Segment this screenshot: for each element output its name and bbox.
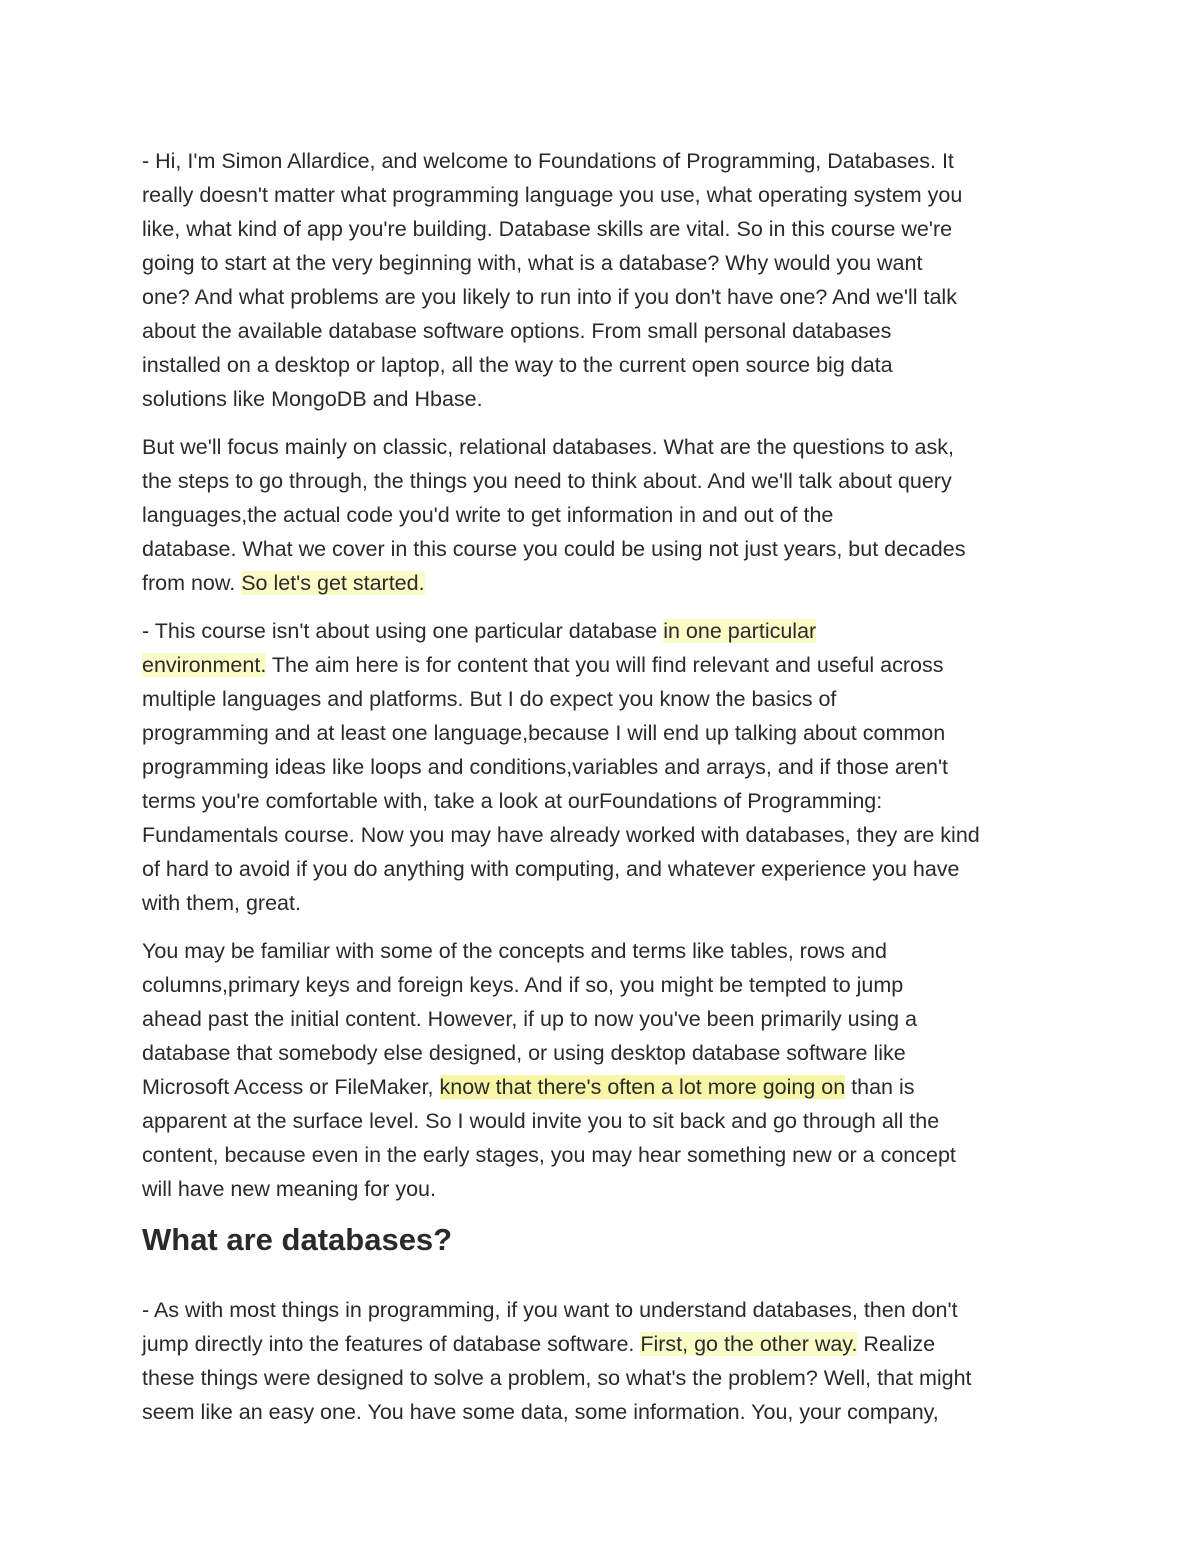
text-line: programming ideas like loops and conditions,variables and arrays, and if those aren't [142, 755, 949, 779]
text-line [142, 614, 1072, 648]
text-line: installed on a desktop or laptop, all the way to the current open source big data [142, 353, 893, 377]
text-line: You may be familiar with some of the concepts and terms like tables, rows and [142, 939, 887, 963]
text-segment: from now. [142, 571, 242, 595]
highlighted-text: know that there's often a lot more going on [439, 1075, 846, 1099]
text-line: programming and at least one language,because I will end up talking about common [142, 721, 946, 745]
text-line: content, because even in the early stages, you may hear something new or a concept [142, 1143, 956, 1167]
text-line: database that somebody else designed, or using desktop database software like [142, 1041, 906, 1065]
text-line: solutions like MongoDB and Hbase. [142, 387, 483, 411]
text-line: Fundamentals course. Now you may have already worked with databases, they are kind [142, 823, 980, 847]
text-line: like, what kind of app you're building. Database skills are vital. So in this course we're [142, 217, 953, 241]
highlighted-text: So let's get started. [241, 571, 425, 595]
text-segment: jump directly into the features of database software. [142, 1332, 641, 1356]
text-line: apparent at the surface level. So I would invite you to sit back and go through all the [142, 1109, 940, 1133]
text-segment: - This course isn't about using one particular database [142, 619, 664, 643]
paragraph-intro [142, 144, 1072, 416]
text-segment: Realize [857, 1332, 936, 1356]
text-segment: than is [845, 1075, 915, 1099]
text-line: languages,the actual code you'd write to get information in and out of the [142, 503, 834, 527]
section-heading: What are databases? [142, 1222, 453, 1257]
text-line: - Hi, I'm Simon Allardice, and welcome to Foundations of Programming, Databases. It [142, 149, 954, 173]
text-line [142, 648, 1072, 682]
text-line: about the available database software options. From small personal databases [142, 319, 892, 343]
text-line: really doesn't matter what programming language you use, what operating system you [142, 183, 963, 207]
text-line: multiple languages and platforms. But I do expect you know the basics of [142, 687, 837, 711]
text-line [142, 1327, 1072, 1361]
highlighted-text: First, go the other way. [640, 1332, 858, 1356]
text-line: going to start at the very beginning with, what is a database? Why would you want [142, 251, 923, 275]
text-segment: The aim here is for content that you will find relevant and useful across [266, 653, 944, 677]
highlighted-text: in one particular [663, 619, 817, 643]
text-line: with them, great. [142, 891, 301, 915]
text-line: will have new meaning for you. [142, 1177, 436, 1201]
paragraph-course-scope [142, 614, 1072, 920]
text-line: terms you're comfortable with, take a look at ourFoundations of Programming: [142, 789, 883, 813]
paragraph-relational-focus [142, 430, 1072, 600]
document-body [142, 144, 1072, 1443]
text-line: these things were designed to solve a problem, so what's the problem? Well, that might [142, 1366, 972, 1390]
text-line: of hard to avoid if you do anything with computing, and whatever experience you have [142, 857, 960, 881]
text-segment: Microsoft Access or FileMaker, [142, 1075, 440, 1099]
text-line: - As with most things in programming, if you want to understand databases, then don't [142, 1298, 958, 1322]
paragraph-databases-intro [142, 1293, 1072, 1429]
text-line: one? And what problems are you likely to run into if you don't have one? And we'll talk [142, 285, 957, 309]
text-line: But we'll focus mainly on classic, relational databases. What are the questions to ask, [142, 435, 954, 459]
text-line: columns,primary keys and foreign keys. And if so, you might be tempted to jump [142, 973, 904, 997]
highlighted-text: environment. [142, 653, 267, 677]
text-line [142, 1070, 1072, 1104]
text-line: database. What we cover in this course you could be using not just years, but decades [142, 537, 966, 561]
paragraph-prior-experience [142, 934, 1072, 1206]
text-line: the steps to go through, the things you need to think about. And we'll talk about query [142, 469, 952, 493]
text-line: ahead past the initial content. However, if up to now you've been primarily using a [142, 1007, 917, 1031]
text-line [142, 566, 1072, 600]
text-line: seem like an easy one. You have some data, some information. You, your company, [142, 1400, 939, 1424]
